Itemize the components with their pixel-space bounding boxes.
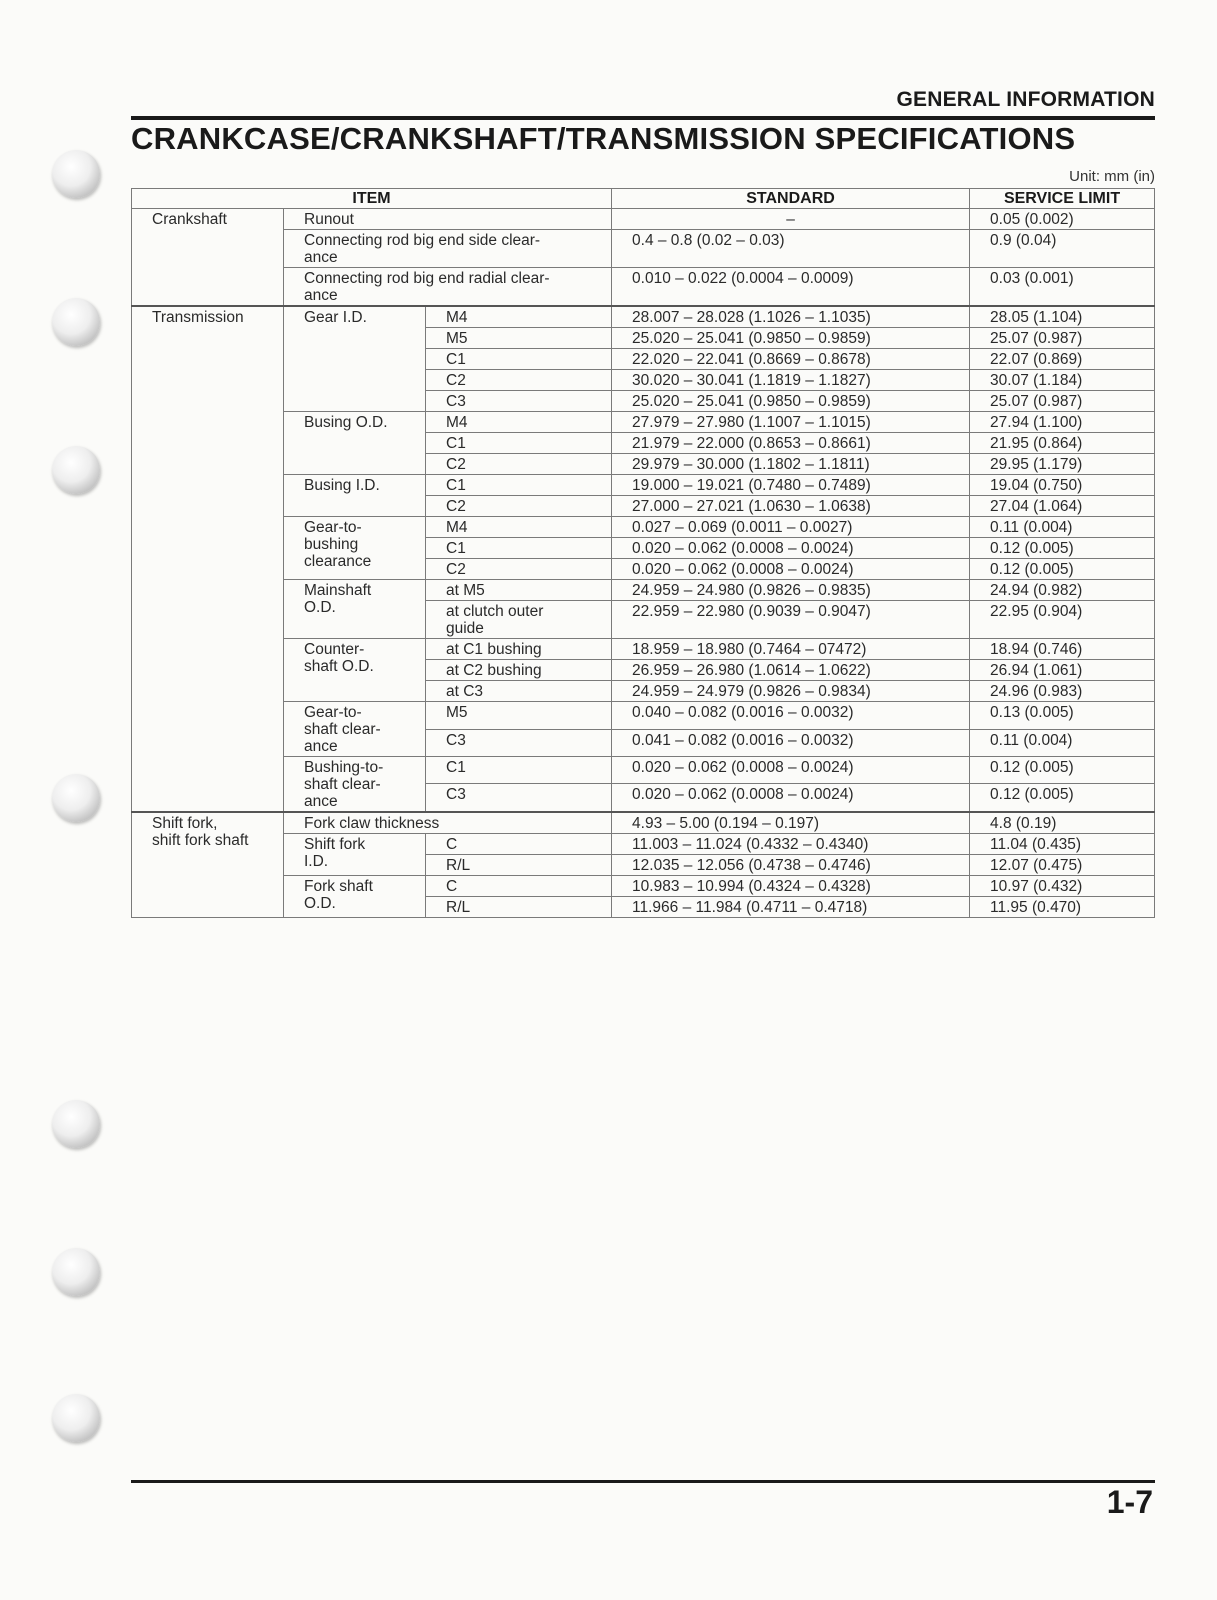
service-limit-cell: 27.94 (1.100) [970,412,1155,433]
sub-item-cell: at C3 [426,681,612,702]
sub-item-cell: M4 [426,306,612,328]
service-limit-cell: 27.04 (1.064) [970,496,1155,517]
spec-body [132,209,1155,918]
standard-cell: 0.020 – 0.062 (0.0008 – 0.0024) [612,538,970,559]
standard-cell: 22.020 – 22.041 (0.8669 – 0.8678) [612,349,970,370]
standard-cell: 18.959 – 18.980 (0.7464 – 07472) [612,639,970,660]
standard-cell: 29.979 – 30.000 (1.1802 – 1.1811) [612,454,970,475]
standard-cell: 24.959 – 24.980 (0.9826 – 0.9835) [612,580,970,601]
service-limit-cell: 22.07 (0.869) [970,349,1155,370]
standard-cell: 0.027 – 0.069 (0.0011 – 0.0027) [612,517,970,538]
item-cell: Bushing-to- shaft clear- ance [284,757,426,813]
service-limit-cell: 0.12 (0.005) [970,538,1155,559]
standard-cell: 19.000 – 19.021 (0.7480 – 0.7489) [612,475,970,496]
service-limit-cell: 19.04 (0.750) [970,475,1155,496]
header-standard: STANDARD [612,189,970,209]
item-cell: Busing I.D. [284,475,426,517]
table-row [132,639,1155,660]
unit-note: Unit: mm (in) [1069,168,1155,185]
standard-cell: 30.020 – 30.041 (1.1819 – 1.1827) [612,370,970,391]
service-limit-cell: 28.05 (1.104) [970,306,1155,328]
standard-cell: 10.983 – 10.994 (0.4324 – 0.4328) [612,876,970,897]
sub-item-cell: M4 [426,517,612,538]
service-limit-cell: 30.07 (1.184) [970,370,1155,391]
service-limit-cell: 22.95 (0.904) [970,601,1155,639]
standard-cell: 22.959 – 22.980 (0.9039 – 0.9047) [612,601,970,639]
standard-cell: 12.035 – 12.056 (0.4738 – 0.4746) [612,855,970,876]
table-row [132,517,1155,538]
header-rule [131,116,1155,120]
service-limit-cell: 0.12 (0.005) [970,757,1155,784]
standard-cell: 11.003 – 11.024 (0.4332 – 0.4340) [612,834,970,855]
table-row [132,876,1155,897]
standard-cell: 24.959 – 24.979 (0.9826 – 0.9834) [612,681,970,702]
sub-item-cell: M5 [426,328,612,349]
service-limit-cell: 0.9 (0.04) [970,230,1155,268]
sub-item-cell: C1 [426,433,612,454]
item-cell: Busing O.D. [284,412,426,475]
item-cell: Fork claw thickness [284,812,612,834]
item-cell: Fork shaft O.D. [284,876,426,918]
standard-cell: – [612,209,970,230]
sub-item-cell: R/L [426,855,612,876]
service-limit-cell: 0.11 (0.004) [970,517,1155,538]
binder-hole-3 [52,446,100,494]
service-limit-cell: 4.8 (0.19) [970,812,1155,834]
service-limit-cell: 0.11 (0.004) [970,729,1155,757]
item-cell: Gear I.D. [284,306,426,412]
standard-cell: 0.020 – 0.062 (0.0008 – 0.0024) [612,757,970,784]
standard-cell: 21.979 – 22.000 (0.8653 – 0.8661) [612,433,970,454]
group-cell: Shift fork, shift fork shaft [132,812,284,918]
service-limit-cell: 10.97 (0.432) [970,876,1155,897]
binder-hole-2 [52,298,100,346]
binder-hole-6 [52,1248,100,1296]
sub-item-cell: C3 [426,729,612,757]
header-item: ITEM [132,189,612,209]
page-number: 1-7 [1106,1484,1153,1520]
sub-item-cell: C2 [426,454,612,475]
sub-item-cell: R/L [426,897,612,918]
service-limit-cell: 26.94 (1.061) [970,660,1155,681]
table-header-row [132,189,1155,209]
group-cell: Crankshaft [132,209,284,307]
sub-item-cell: C3 [426,784,612,812]
standard-cell: 0.040 – 0.082 (0.0016 – 0.0032) [612,702,970,730]
table-row [132,209,1155,230]
sub-item-cell: M4 [426,412,612,433]
sub-item-cell: C2 [426,559,612,580]
section-label: GENERAL INFORMATION [896,88,1155,111]
table-row [132,580,1155,601]
sub-item-cell: C1 [426,349,612,370]
item-cell: Gear-to- bushing clearance [284,517,426,580]
standard-cell: 4.93 – 5.00 (0.194 – 0.197) [612,812,970,834]
item-cell: Mainshaft O.D. [284,580,426,639]
service-limit-cell: 29.95 (1.179) [970,454,1155,475]
sub-item-cell: C3 [426,391,612,412]
sub-item-cell: at clutch outer guide [426,601,612,639]
page-title: CRANKCASE/CRANKSHAFT/TRANSMISSION SPECIFICATIONS [131,121,1076,156]
service-limit-cell: 11.04 (0.435) [970,834,1155,855]
sub-item-cell: M5 [426,702,612,730]
standard-cell: 26.959 – 26.980 (1.0614 – 1.0622) [612,660,970,681]
binder-hole-1 [52,150,100,198]
service-limit-cell: 0.05 (0.002) [970,209,1155,230]
binder-hole-5 [52,1100,100,1148]
header-service-limit: SERVICE LIMIT [970,189,1155,209]
sub-item-cell: C1 [426,757,612,784]
service-limit-cell: 24.94 (0.982) [970,580,1155,601]
sub-item-cell: C2 [426,496,612,517]
service-limit-cell: 0.12 (0.005) [970,784,1155,812]
sub-item-cell: at M5 [426,580,612,601]
service-limit-cell: 21.95 (0.864) [970,433,1155,454]
service-limit-cell: 18.94 (0.746) [970,639,1155,660]
service-limit-cell: 11.95 (0.470) [970,897,1155,918]
item-cell: Counter- shaft O.D. [284,639,426,702]
sub-item-cell: C1 [426,475,612,496]
table-row [132,475,1155,496]
sub-item-cell: at C2 bushing [426,660,612,681]
service-limit-cell: 12.07 (0.475) [970,855,1155,876]
standard-cell: 28.007 – 28.028 (1.1026 – 1.1035) [612,306,970,328]
standard-cell: 25.020 – 25.041 (0.9850 – 0.9859) [612,391,970,412]
binder-hole-4 [52,774,100,822]
service-limit-cell: 0.12 (0.005) [970,559,1155,580]
standard-cell: 0.020 – 0.062 (0.0008 – 0.0024) [612,784,970,812]
standard-cell: 27.000 – 27.021 (1.0630 – 1.0638) [612,496,970,517]
table-row [132,757,1155,784]
standard-cell: 0.010 – 0.022 (0.0004 – 0.0009) [612,268,970,307]
sub-item-cell: C1 [426,538,612,559]
standard-cell: 0.041 – 0.082 (0.0016 – 0.0032) [612,729,970,757]
table-row [132,702,1155,730]
item-cell: Runout [284,209,612,230]
table-row [132,306,1155,328]
sub-item-cell: C [426,876,612,897]
table-row [132,268,1155,307]
binder-hole-7 [52,1394,100,1442]
item-cell: Gear-to- shaft clear- ance [284,702,426,757]
item-cell: Shift fork I.D. [284,834,426,876]
spec-table [131,188,1155,918]
table-row [132,812,1155,834]
sub-item-cell: C2 [426,370,612,391]
group-cell: Transmission [132,306,284,812]
standard-cell: 0.4 – 0.8 (0.02 – 0.03) [612,230,970,268]
table-row [132,834,1155,855]
standard-cell: 0.020 – 0.062 (0.0008 – 0.0024) [612,559,970,580]
item-cell: Connecting rod big end radial clear- ance [284,268,612,307]
service-limit-cell: 25.07 (0.987) [970,328,1155,349]
service-limit-cell: 24.96 (0.983) [970,681,1155,702]
service-limit-cell: 0.03 (0.001) [970,268,1155,307]
standard-cell: 11.966 – 11.984 (0.4711 – 0.4718) [612,897,970,918]
sub-item-cell: C [426,834,612,855]
footer-rule [131,1480,1155,1483]
sub-item-cell: at C1 bushing [426,639,612,660]
service-limit-cell: 0.13 (0.005) [970,702,1155,730]
service-limit-cell: 25.07 (0.987) [970,391,1155,412]
table-row [132,412,1155,433]
standard-cell: 25.020 – 25.041 (0.9850 – 0.9859) [612,328,970,349]
item-cell: Connecting rod big end side clear- ance [284,230,612,268]
standard-cell: 27.979 – 27.980 (1.1007 – 1.1015) [612,412,970,433]
table-row [132,230,1155,268]
